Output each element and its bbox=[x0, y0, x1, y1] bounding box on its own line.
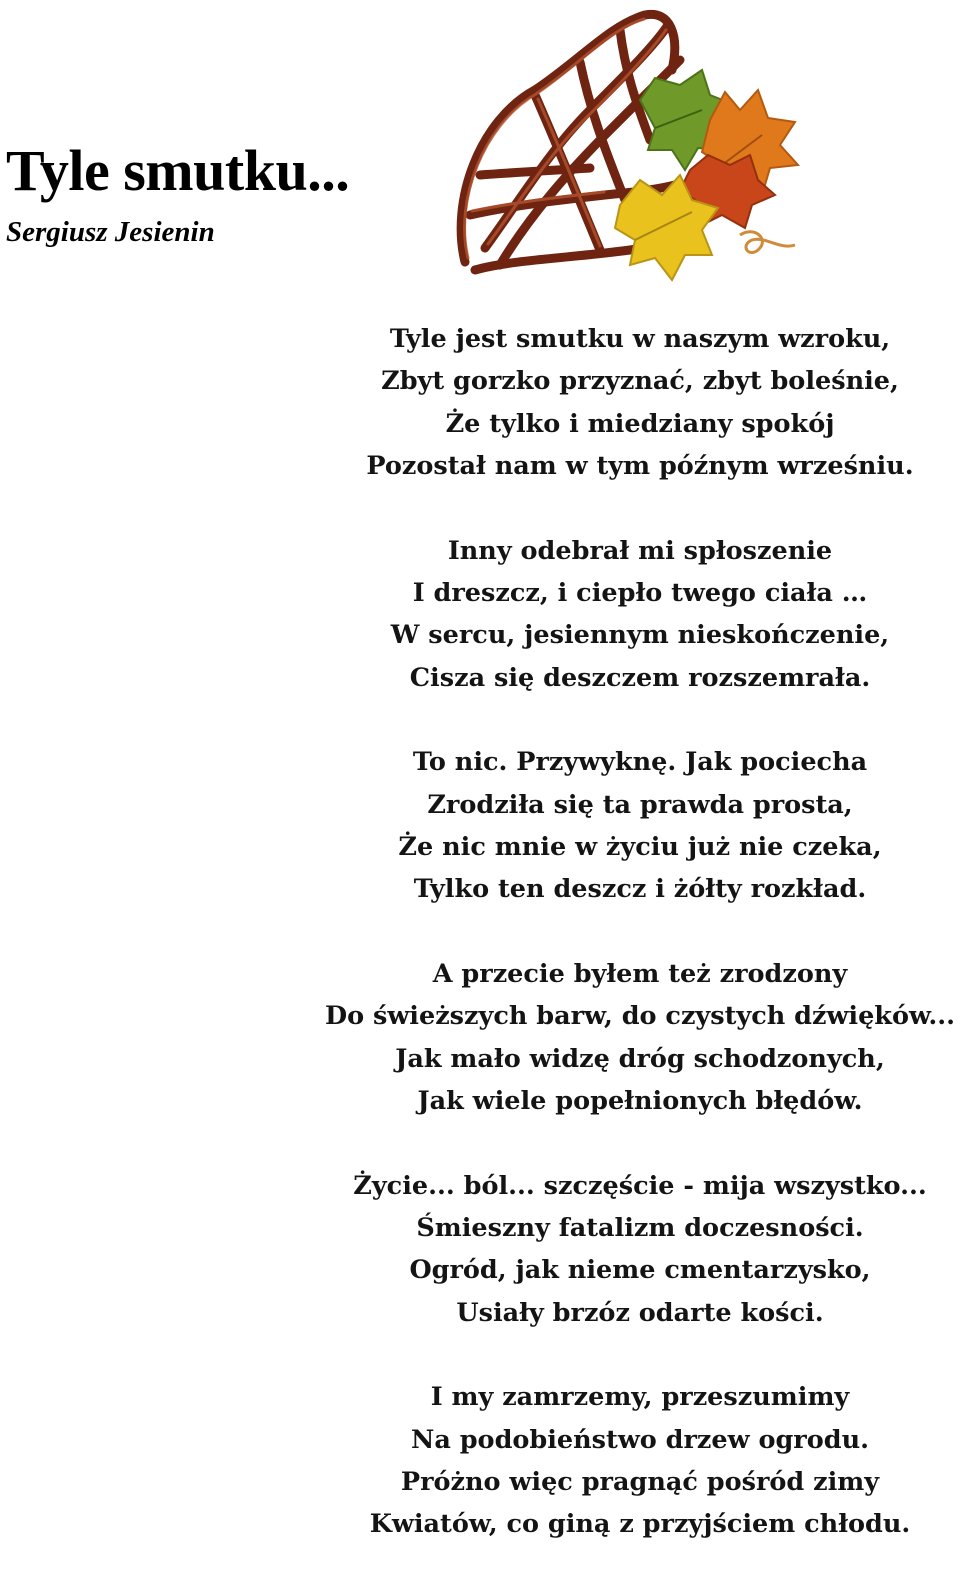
verse-line: Jak mało widzę dróg schodzonych, bbox=[395, 1043, 885, 1074]
poem-author: Sergiusz Jesienin bbox=[6, 216, 215, 248]
verse-line: Do świeższych barw, do czystych dźwięków... bbox=[324, 1001, 956, 1032]
verse-line: Cisza się deszczem rozszemrała. bbox=[409, 662, 871, 693]
verse-line: A przecie byłem też zrodzony bbox=[432, 958, 848, 989]
stanza-6 bbox=[300, 1376, 960, 1546]
verse-line: Zbyt gorzko przyznać, zbyt boleśnie, bbox=[381, 366, 899, 397]
verse-line: I dreszcz, i ciepło twego ciała … bbox=[412, 578, 868, 609]
stanza-4 bbox=[300, 953, 960, 1123]
autumn-leaves bbox=[615, 70, 798, 280]
verse-line: Śmieszny fatalizm doczesności. bbox=[416, 1212, 864, 1243]
wicker-heart-with-autumn-leaves-icon bbox=[440, 0, 830, 300]
verse-line: Próżno więc pragnąć pośród zimy bbox=[400, 1466, 880, 1497]
verse-line: Kwiatów, co giną z przyjściem chłodu. bbox=[369, 1509, 911, 1540]
verse-line: Pozostał nam w tym późnym wrześniu. bbox=[366, 451, 914, 482]
stanza-2 bbox=[300, 530, 960, 700]
verse-line: Tylko ten deszcz i żółty rozkład. bbox=[413, 874, 867, 905]
verse-line: Że nic mnie w życiu już nie czeka, bbox=[398, 832, 882, 863]
verse-line: Tyle jest smutku w naszym wzroku, bbox=[389, 324, 891, 354]
verse-line: Zrodziła się ta prawda prosta, bbox=[427, 789, 853, 820]
stanza-5 bbox=[300, 1165, 960, 1335]
poem-body bbox=[300, 318, 960, 1588]
verse-line: W sercu, jesiennym nieskończenie, bbox=[390, 620, 890, 651]
poem-title: Tyle smutku... bbox=[6, 138, 350, 203]
verse-line: Że tylko i miedziany spokój bbox=[445, 408, 835, 439]
verse-line: Usiały brzóz odarte kości. bbox=[456, 1297, 824, 1328]
verse-line: I my zamrzemy, przeszumimy bbox=[430, 1382, 850, 1413]
verse-line: To nic. Przywyknę. Jak pociecha bbox=[412, 747, 868, 778]
verse-line: Inny odebrał mi spłoszenie bbox=[447, 535, 833, 566]
verse-line: Na podobieństwo drzew ogrodu. bbox=[411, 1424, 869, 1455]
verse-line: Życie... ból... szczęście - mija wszystko... bbox=[353, 1170, 927, 1201]
stanza-3 bbox=[300, 741, 960, 911]
verse-line: Jak wiele popełnionych błędów. bbox=[417, 1086, 863, 1117]
verse-line: Ogród, jak nieme cmentarzysko, bbox=[409, 1255, 871, 1286]
vine-tendril bbox=[740, 232, 795, 253]
stanza-1 bbox=[300, 318, 960, 488]
